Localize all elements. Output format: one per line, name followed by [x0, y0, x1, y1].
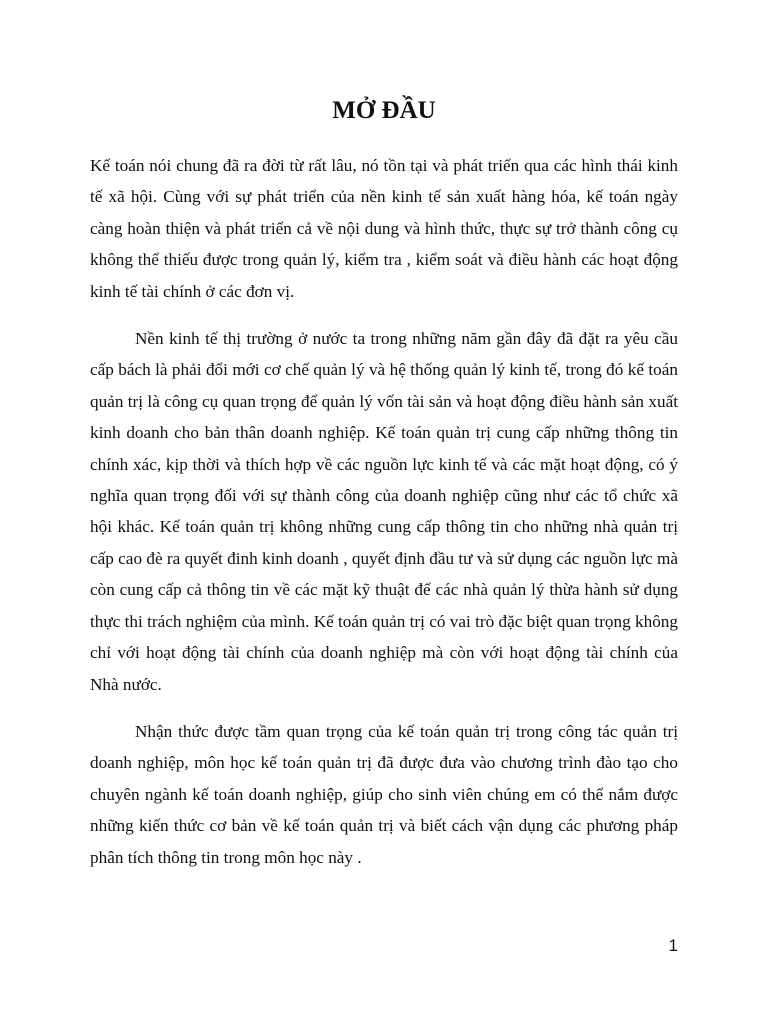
page-number: 1	[668, 936, 678, 955]
paragraph-intro: Kế toán nói chung đã ra đời từ rất lâu, nó tồn tại và phát triển qua các hình thái kinh tế xã hội. Cùng với sự phát triển của nền kinh tế sản xuất hàng hóa, kế toán ngày càng hoàn thiện và phát triển cả về nội dung và hình thức, thực sự trở thành công cụ không thể thiếu được trong quản lý, kiểm tra , kiểm soát và điều hành các hoạt động kinh tế tài chính ở các đơn vị.	[90, 156, 678, 301]
paragraph-awareness: Nhận thức được tầm quan trọng của kế toán quản trị trong công tác quản trị doanh nghiệp, môn học kế toán quản trị đã được đưa vào chương trình đào tạo cho chuyên ngành kế toán doanh nghiệp, giúp cho sinh viên chúng em có thể nắm được những kiến thức cơ bản về kế toán quản trị và biết cách vận dụng các phương pháp phân tích thông tin trong môn học này .	[90, 721, 678, 867]
page-title: MỞ ĐẦU	[332, 97, 436, 124]
paragraph-market-economy: Nền kinh tế thị trường ở nước ta trong những năm gần đây đã đặt ra yêu cầu cấp bách là phải đổi mới cơ chế quản lý và hệ thống quản lý kinh tế, trong đó kế toán quản trị là công cụ quan trọng để quản lý vốn tài sản và hoạt động điều hành sản xuất kinh doanh cho bản thân doanh nghiệp. Kế toán quản trị cung cấp những thông tin chính xác, kịp thời và thích hợp về các nguồn lực kinh tế và các mặt hoạt động, có ý nghĩa quan trọng đối với sự thành công của doanh nghiệp cũng như các tổ chức xã hội khác. Kế toán quản trị không những cung cấp thông tin cho những nhà quản trị cấp cao đè ra quyết đinh kinh doanh , quyết định đầu tư và sử dụng các nguồn lực mà còn cung cấp cả thông tin về các mặt kỹ thuật để các nhà quản lý thừa hành sử dụng thực thi trách nghiệm của mình. Kế toán quản trị có vai trò đặc biệt quan trọng không chỉ với hoạt động tài chính của doanh nghiệp mà còn với hoạt động tài chính của Nhà nước.	[90, 329, 678, 694]
document-body	[90, 150, 678, 889]
